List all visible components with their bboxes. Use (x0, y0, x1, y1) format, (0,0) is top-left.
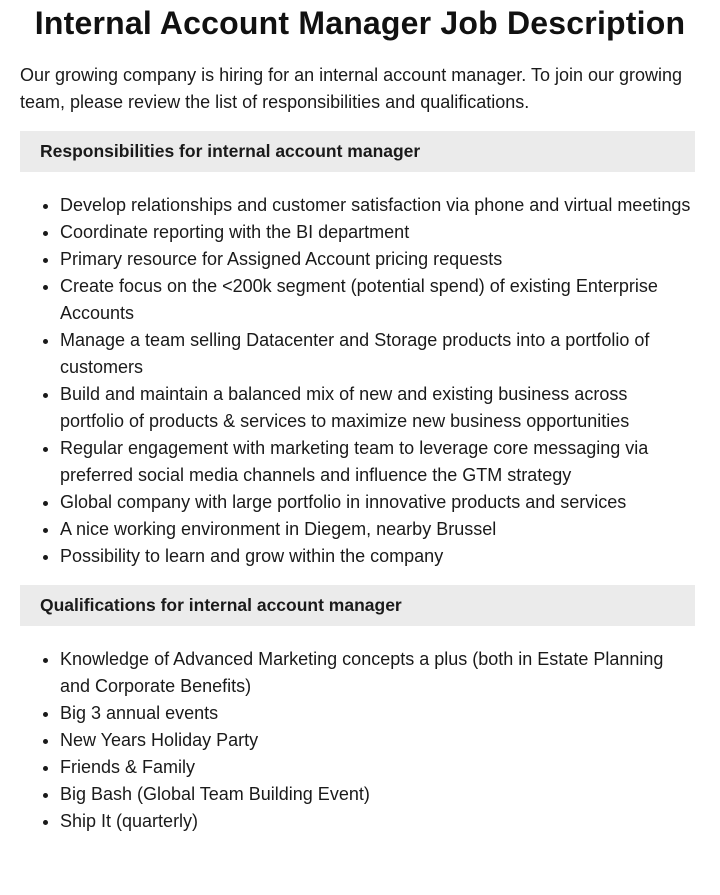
list-item: • Friends & Family (60, 754, 695, 781)
qualifications-list (20, 646, 695, 835)
list-item: • Knowledge of Advanced Marketing concepts a plus (both in Estate Planning and Corporate Benefits) (60, 646, 695, 700)
list-item: • New Years Holiday Party (60, 727, 695, 754)
qualifications-heading: Qualifications for internal account manager (20, 585, 695, 626)
list-item: • Possibility to learn and grow within the company (60, 543, 695, 570)
list-item: • Global company with large portfolio in innovative products and services (60, 489, 695, 516)
list-item: • Coordinate reporting with the BI department (60, 219, 695, 246)
list-item: • Ship It (quarterly) (60, 808, 695, 835)
list-item: • Develop relationships and customer satisfaction via phone and virtual meetings (60, 192, 695, 219)
responsibilities-heading: Responsibilities for internal account manager (20, 131, 695, 172)
responsibilities-list (20, 192, 695, 570)
list-item: • Big Bash (Global Team Building Event) (60, 781, 695, 808)
intro-paragraph: Our growing company is hiring for an internal account manager. To join our growing team, please review the list of responsibilities and qualifications. (20, 65, 683, 112)
page-title: Internal Account Manager Job Description (34, 5, 686, 41)
list-item: • Regular engagement with marketing team to leverage core messaging via preferred social media channels and influence the GTM strategy (60, 435, 695, 489)
list-item: • Build and maintain a balanced mix of new and existing business across portfolio of products & services to maximize new business opportunities (60, 381, 695, 435)
list-item: • Primary resource for Assigned Account pricing requests (60, 246, 695, 273)
list-item: • A nice working environment in Diegem, nearby Brussel (60, 516, 695, 543)
list-item: • Big 3 annual events (60, 700, 695, 727)
list-item: • Manage a team selling Datacenter and Storage products into a portfolio of customers (60, 327, 695, 381)
list-item: • Create focus on the <200k segment (potential spend) of existing Enterprise Accounts (60, 273, 695, 327)
